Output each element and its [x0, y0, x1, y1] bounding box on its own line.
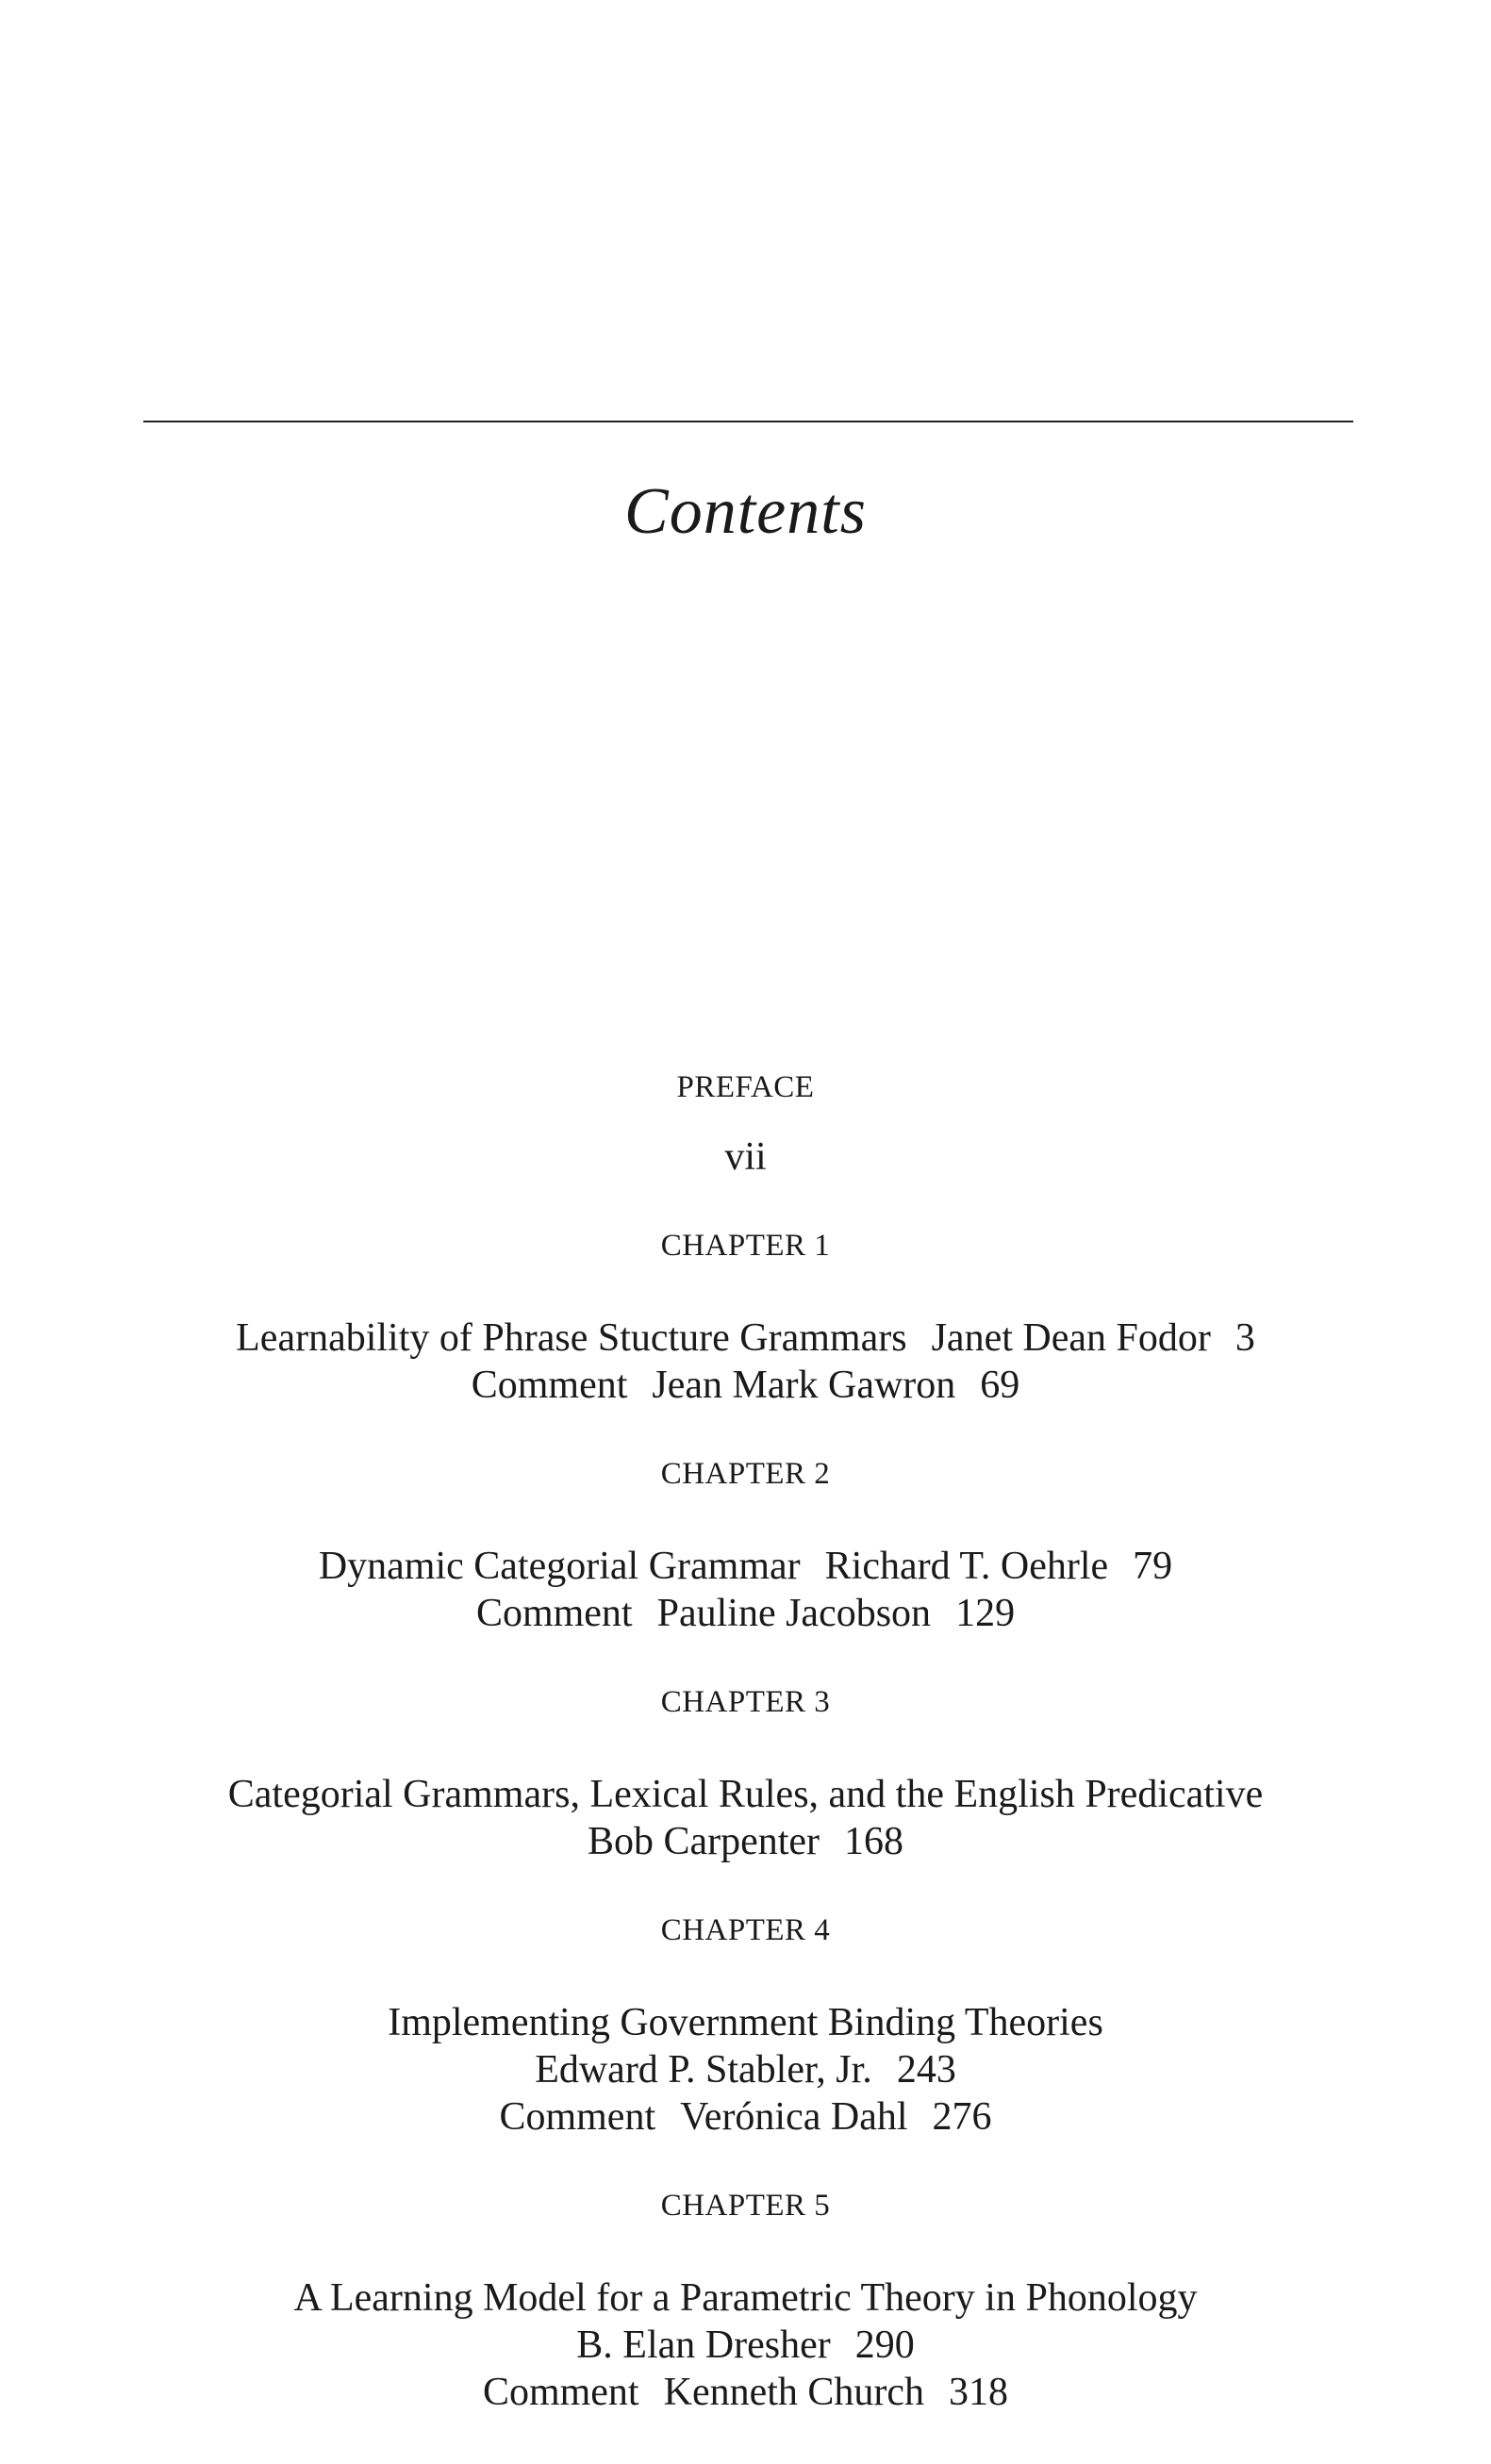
- preface-page: vii: [724, 1135, 767, 1179]
- entry-title: Categorial Grammars, Lexical Rules, and the English Predicative: [227, 1773, 1264, 1816]
- toc-entry[interactable]: [0, 1362, 1491, 1409]
- toc-entry[interactable]: [0, 1590, 1491, 1637]
- table-of-contents: [0, 1064, 1491, 2416]
- chapter-2-heading: CHAPTER 2: [660, 1457, 831, 1491]
- page-title: Contents: [624, 475, 867, 548]
- entry-title: Implementing Government Binding Theories: [388, 2001, 1103, 2044]
- chapter-1-heading: CHAPTER 1: [660, 1229, 831, 1263]
- entry-page: 129: [955, 1592, 1016, 1635]
- chapter-3-heading: CHAPTER 3: [660, 1685, 831, 1719]
- entry-author: Jean Mark Gawron: [652, 1364, 956, 1407]
- preface-heading: PREFACE: [676, 1070, 815, 1104]
- entry-page: 243: [896, 2048, 956, 2092]
- entry-page: 79: [1133, 1545, 1173, 1588]
- toc-entry[interactable]: [0, 1315, 1491, 1362]
- entry-title: A Learning Model for a Parametric Theory in Phonology: [293, 2276, 1198, 2320]
- entry-title: Comment: [482, 2371, 639, 2414]
- chapter-4-heading: CHAPTER 4: [660, 1913, 831, 1947]
- entry-title: Comment: [471, 1364, 628, 1407]
- toc-entry[interactable]: [0, 2093, 1491, 2141]
- entry-author: Kenneth Church: [663, 2371, 925, 2414]
- entry-page: 168: [844, 1820, 904, 1863]
- entry-page: 276: [932, 2095, 992, 2139]
- toc-entry[interactable]: [0, 2369, 1491, 2416]
- entry-page: 69: [980, 1364, 1020, 1407]
- toc-entry-author-line[interactable]: [0, 2046, 1491, 2093]
- entry-author: Edward P. Stabler, Jr.: [535, 2048, 872, 2092]
- entry-title: Comment: [475, 1592, 633, 1635]
- toc-entry-author-line[interactable]: [0, 2322, 1491, 2369]
- entry-title: Learnability of Phrase Stucture Grammars: [236, 1316, 907, 1360]
- toc-entry[interactable]: [0, 1543, 1491, 1590]
- entry-author: Bob Carpenter: [587, 1820, 820, 1863]
- toc-entry-title-line[interactable]: [0, 1999, 1491, 2046]
- toc-entry-author-line[interactable]: [0, 1818, 1491, 1865]
- entry-author: B. Elan Dresher: [576, 2323, 831, 2367]
- entry-page: 290: [854, 2323, 915, 2367]
- toc-entry-title-line[interactable]: [0, 1771, 1491, 1818]
- entry-author: Janet Dean Fodor: [931, 1316, 1211, 1360]
- entry-title: Dynamic Categorial Grammar: [318, 1545, 801, 1588]
- entry-author: Richard T. Oehrle: [824, 1545, 1109, 1588]
- entry-author: Verónica Dahl: [680, 2095, 908, 2139]
- toc-entry-title-line[interactable]: [0, 2274, 1491, 2322]
- entry-page: 3: [1234, 1316, 1255, 1360]
- entry-page: 318: [949, 2371, 1009, 2414]
- chapter-5-heading: CHAPTER 5: [660, 2189, 831, 2223]
- entry-title: Comment: [499, 2095, 656, 2139]
- top-rule: [143, 421, 1353, 422]
- entry-author: Pauline Jacobson: [656, 1592, 932, 1635]
